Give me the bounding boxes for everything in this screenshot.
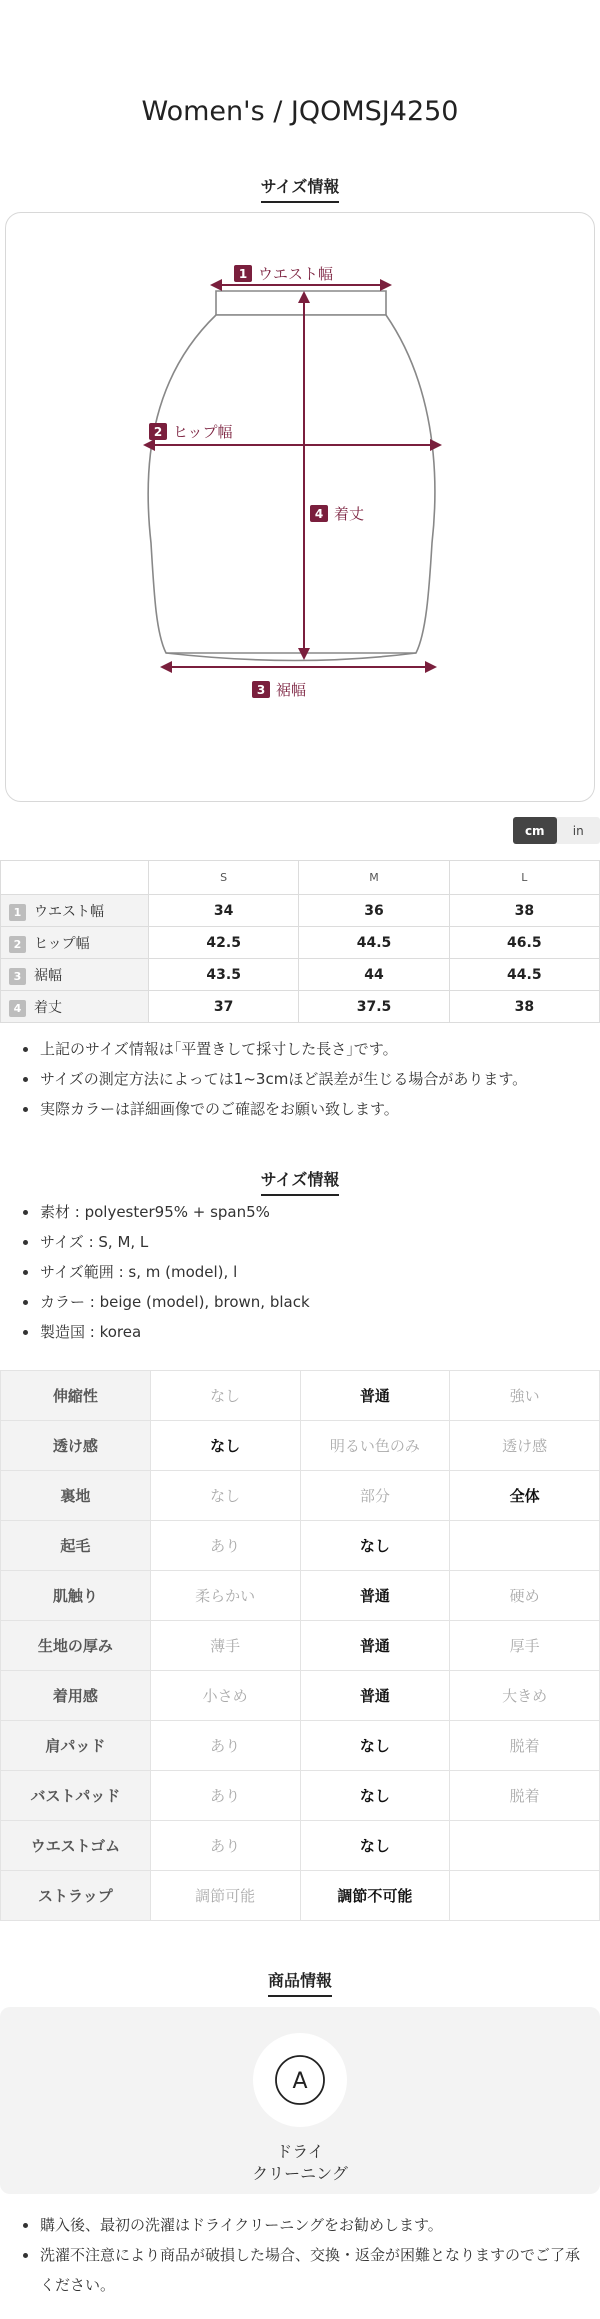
table-row: 2 ヒップ幅 42.5 44.5 46.5	[1, 927, 600, 959]
label-hem: 裾幅	[276, 681, 307, 699]
care-label: ドライ クリーニング	[252, 2142, 348, 2183]
label-num-3: 3	[256, 683, 266, 697]
label-num-4: 4	[314, 507, 324, 521]
unit-in-button[interactable]: in	[572, 823, 584, 838]
table-row	[1, 1871, 600, 1921]
label-hip: ヒップ幅	[173, 423, 233, 441]
product-section-heading: 商品情報	[0, 1968, 600, 1997]
list-item: 洗濯不注意により商品が破損した場合、交換・返金が困難となりますのでご了承ください。	[20, 2240, 590, 2300]
skirt-body	[148, 315, 435, 653]
info-section-heading: サイズ情報	[0, 1167, 600, 1196]
unit-toggle[interactable]	[513, 817, 600, 844]
table-row	[1, 1421, 600, 1471]
table-row	[1, 1621, 600, 1671]
property-option: 調節可能	[150, 1871, 300, 1921]
property-label: 透け感	[1, 1421, 151, 1471]
property-label: 肌触り	[1, 1571, 151, 1621]
size-section-heading: サイズ情報	[0, 174, 600, 203]
table-row: 3 裾幅 43.5 44 44.5	[1, 959, 600, 991]
list-item: カラー : beige (model), brown, black	[20, 1287, 590, 1317]
property-option: あり	[150, 1771, 300, 1821]
size-table	[0, 860, 600, 1023]
property-option: なし	[300, 1821, 450, 1871]
property-label: 肩パッド	[1, 1721, 151, 1771]
property-option: あり	[150, 1521, 300, 1571]
label-length: 着丈	[334, 505, 365, 523]
list-item: 上記のサイズ情報は｢平置きして採寸した長さ｣です。	[20, 1034, 590, 1064]
size-table-header	[1, 861, 600, 895]
property-option: なし	[300, 1721, 450, 1771]
table-row	[1, 1771, 600, 1821]
property-option: 強い	[450, 1371, 600, 1421]
property-option: なし	[300, 1771, 450, 1821]
property-label: 生地の厚み	[1, 1621, 151, 1671]
list-item: 実際カラーは詳細画像でのご確認をお願い致します。	[20, 1094, 590, 1124]
list-item: サイズの測定方法によっては1~3cmほど誤差が生じる場合があります。	[20, 1064, 590, 1094]
list-item: サイズ : S, M, L	[20, 1227, 590, 1257]
property-option: 柔らかい	[150, 1571, 300, 1621]
property-option: 小さめ	[150, 1671, 300, 1721]
table-row: 1 ウエスト幅 34 36 38	[1, 895, 600, 927]
list-item: サイズ範囲 : s, m (model), l	[20, 1257, 590, 1287]
skirt-size-diagram	[5, 212, 595, 802]
table-row	[1, 1821, 600, 1871]
property-option: 調節不可能	[300, 1871, 450, 1921]
label-waist: ウエスト幅	[258, 265, 334, 283]
property-option: なし	[150, 1421, 300, 1471]
property-option: あり	[150, 1821, 300, 1871]
property-option	[450, 1521, 600, 1571]
property-option: なし	[300, 1521, 450, 1571]
property-option	[450, 1871, 600, 1921]
property-option: 普通	[300, 1571, 450, 1621]
col-s: S	[149, 861, 299, 895]
product-title: Women's / JQOMSJ4250	[141, 96, 459, 127]
property-option: 普通	[300, 1671, 450, 1721]
property-option: なし	[150, 1471, 300, 1521]
product-info-list	[20, 1197, 590, 1347]
property-option: 普通	[300, 1371, 450, 1421]
property-option: 脱着	[450, 1721, 600, 1771]
property-option: 部分	[300, 1471, 450, 1521]
care-symbol: A	[292, 2069, 308, 2094]
unit-cm-button[interactable]: cm	[513, 817, 557, 844]
property-label: バストパッド	[1, 1771, 151, 1821]
table-row	[1, 1521, 600, 1571]
dry-clean-icon	[253, 2033, 347, 2127]
table-row	[1, 1371, 600, 1421]
care-instructions-box	[0, 2007, 600, 2194]
list-item: 素材 : polyester95% + span5%	[20, 1197, 590, 1227]
property-option: 薄手	[150, 1621, 300, 1671]
property-label: 伸縮性	[1, 1371, 151, 1421]
table-row	[1, 1671, 600, 1721]
table-row	[1, 1571, 600, 1621]
property-label: 裏地	[1, 1471, 151, 1521]
table-row: 4 着丈 37 37.5 38	[1, 991, 600, 1023]
property-option: 普通	[300, 1621, 450, 1671]
property-label: ウエストゴム	[1, 1821, 151, 1871]
label-num-2: 2	[153, 425, 163, 439]
property-label: 着用感	[1, 1671, 151, 1721]
property-label: ストラップ	[1, 1871, 151, 1921]
property-option	[450, 1821, 600, 1871]
table-row	[1, 1721, 600, 1771]
list-item: 製造国 : korea	[20, 1317, 590, 1347]
property-option: 透け感	[450, 1421, 600, 1471]
col-m: M	[299, 861, 449, 895]
property-option: 硬め	[450, 1571, 600, 1621]
list-item: 購入後、最初の洗濯はドライクリーニングをお勧めします。	[20, 2210, 590, 2240]
skirt-outline	[216, 291, 386, 315]
property-option: 明るい色のみ	[300, 1421, 450, 1471]
table-row	[1, 1471, 600, 1521]
care-notes	[20, 2210, 590, 2300]
property-label: 起毛	[1, 1521, 151, 1571]
property-option: あり	[150, 1721, 300, 1771]
property-option: 大きめ	[450, 1671, 600, 1721]
label-num-1: 1	[238, 267, 248, 281]
col-l: L	[449, 861, 599, 895]
skirt-diagram-svg	[6, 213, 596, 803]
size-notes	[20, 1034, 590, 1124]
property-option: 全体	[450, 1471, 600, 1521]
property-option: なし	[150, 1371, 300, 1421]
fabric-properties-table	[0, 1370, 600, 1921]
property-option: 厚手	[450, 1621, 600, 1671]
property-option: 脱着	[450, 1771, 600, 1821]
